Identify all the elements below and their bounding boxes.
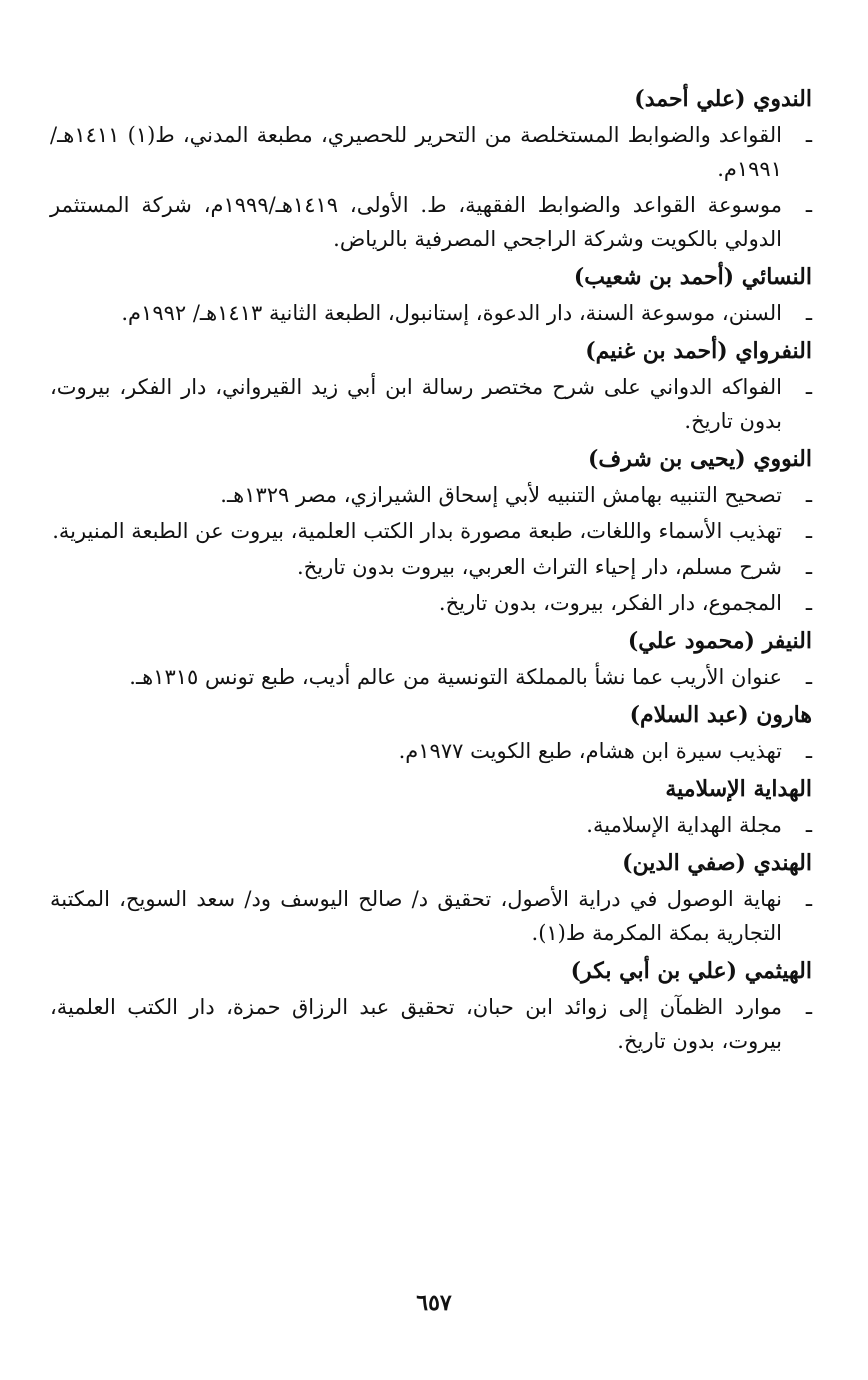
- works-list: [50, 734, 812, 768]
- list-dash: ـ: [805, 123, 812, 147]
- list-dash: ـ: [805, 665, 812, 689]
- work-item: [50, 188, 812, 256]
- page-number: ٦٥٧: [416, 1290, 452, 1316]
- bibliography-list: [50, 80, 812, 1058]
- list-dash: ـ: [805, 739, 812, 763]
- bibliography-entry: [50, 696, 812, 768]
- work-item: [50, 734, 812, 768]
- list-dash: ـ: [805, 375, 812, 399]
- work-item: [50, 586, 812, 620]
- bibliography-entry: [50, 332, 812, 438]
- bibliography-page: [50, 80, 812, 1060]
- list-dash: ـ: [805, 193, 812, 217]
- bibliography-entry: [50, 770, 812, 842]
- work-text: نهاية الوصول في دراية الأصول، تحقيق د/ صالح اليوسف ود/ سعد السويح، المكتبة التجارية بمكة المكرمة ط(١).: [50, 887, 782, 945]
- author-heading: النيفر (محمود علي): [627, 628, 812, 654]
- work-text: تصحيح التنبيه بهامش التنبيه لأبي إسحاق الشيرازي، مصر ١٣٢٩هـ.: [220, 483, 782, 507]
- works-list: [50, 296, 812, 330]
- list-dash: ـ: [805, 519, 812, 543]
- list-dash: ـ: [805, 483, 812, 507]
- work-text: المجموع، دار الفكر، بيروت، بدون تاريخ.: [438, 591, 782, 615]
- work-item: [50, 296, 812, 330]
- work-text: تهذيب الأسماء واللغات، طبعة مصورة بدار الكتب العلمية، بيروت عن الطبعة المنيرية.: [52, 519, 782, 543]
- author-heading: هارون (عبد السلام): [629, 702, 812, 728]
- works-list: [50, 808, 812, 842]
- work-item: [50, 990, 812, 1058]
- work-text: موارد الظمآن إلى زوائد ابن حبان، تحقيق عبد الرزاق حمزة، دار الكتب العلمية، بيروت، بدون تاريخ.: [50, 995, 782, 1053]
- list-dash: ـ: [805, 591, 812, 615]
- works-list: [50, 882, 812, 950]
- work-text: موسوعة القواعد والضوابط الفقهية، ط. الأولى، ١٤١٩هـ/١٩٩٩م، شركة المستثمر الدولي بالكويت وشركة الراجحي المصرفية بالرياض.: [50, 193, 783, 251]
- work-item: [50, 550, 812, 584]
- author-heading: النسائي (أحمد بن شعيب): [573, 264, 812, 290]
- work-text: شرح مسلم، دار إحياء التراث العربي، بيروت بدون تاريخ.: [297, 555, 782, 579]
- list-dash: ـ: [805, 995, 812, 1019]
- work-item: [50, 808, 812, 842]
- work-text: السنن، موسوعة السنة، دار الدعوة، إستانبول، الطبعة الثانية ١٤١٣هـ/ ١٩٩٢م.: [121, 301, 782, 325]
- work-item: [50, 660, 812, 694]
- work-item: [50, 478, 812, 512]
- author-heading: الهيثمي (علي بن أبي بكر): [570, 958, 812, 984]
- works-list: [50, 660, 812, 694]
- bibliography-entry: [50, 440, 812, 620]
- work-item: [50, 118, 812, 186]
- list-dash: ـ: [805, 887, 812, 911]
- author-heading: الهداية الإسلامية: [665, 776, 812, 802]
- list-dash: ـ: [805, 555, 812, 579]
- bibliography-entry: [50, 622, 812, 694]
- author-heading: النفرواي (أحمد بن غنيم): [585, 338, 812, 364]
- bibliography-entry: [50, 952, 812, 1058]
- author-heading: الندوي (علي أحمد): [634, 86, 812, 112]
- work-text: تهذيب سيرة ابن هشام، طبع الكويت ١٩٧٧م.: [398, 739, 782, 763]
- works-list: [50, 478, 812, 620]
- work-item: [50, 882, 812, 950]
- list-dash: ـ: [805, 301, 812, 325]
- bibliography-entry: [50, 844, 812, 950]
- work-text: عنوان الأريب عما نشأ بالمملكة التونسية من عالم أديب، طبع تونس ١٣١٥هـ.: [129, 665, 782, 689]
- author-heading: الهندي (صفي الدين): [622, 850, 812, 876]
- bibliography-entry: [50, 80, 812, 256]
- works-list: [50, 370, 812, 438]
- list-dash: ـ: [805, 813, 812, 837]
- work-text: مجلة الهداية الإسلامية.: [586, 813, 782, 837]
- work-item: [50, 370, 812, 438]
- author-heading: النووي (يحيى بن شرف): [587, 446, 812, 472]
- works-list: [50, 990, 812, 1058]
- work-text: القواعد والضوابط المستخلصة من التحرير للحصيري، مطبعة المدني، ط(١) ١٤١١هـ/١٩٩١م.: [50, 123, 783, 181]
- work-item: [50, 514, 812, 548]
- work-text: الفواكه الدواني على شرح مختصر رسالة ابن أبي زيد القيرواني، دار الفكر، بيروت، بدون تاريخ.: [50, 375, 782, 433]
- bibliography-entry: [50, 258, 812, 330]
- works-list: [50, 118, 812, 256]
